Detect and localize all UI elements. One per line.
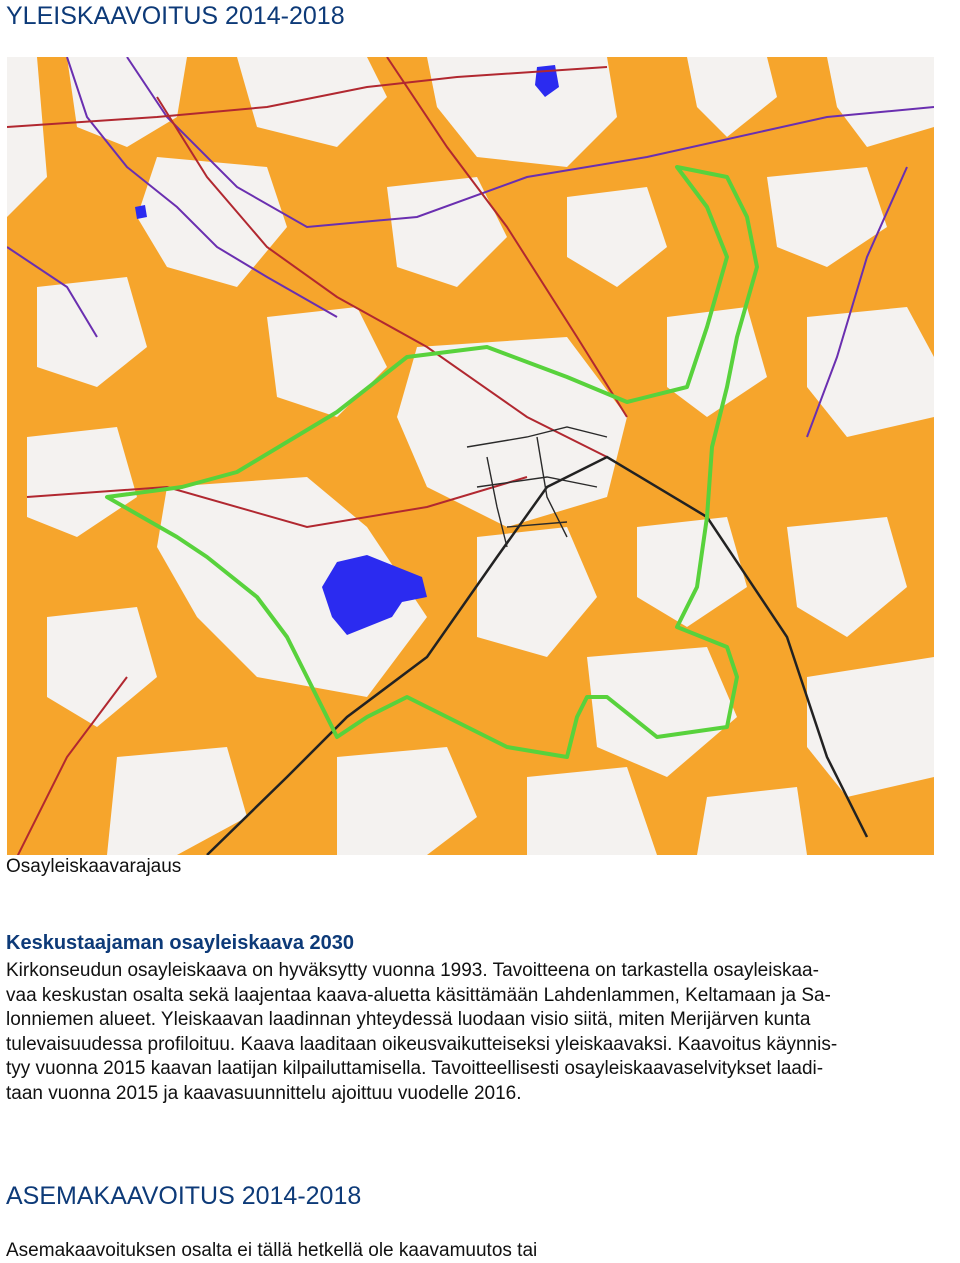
keskustaajama-paragraph — [6, 959, 956, 1107]
map-caption: Osayleiskaavarajaus — [6, 856, 182, 877]
paragraph-line: lonniemen alueet. Yleiskaavan laadinnan yhteydessä luodaan visio siitä, miten Merijärven kunta — [6, 1009, 811, 1031]
section-title-yleiskaavoitus: YLEISKAAVOITUS 2014-2018 — [6, 2, 345, 30]
paragraph-line: Kirkonseudun osayleiskaava on hyväksytty vuonna 1993. Tavoitteena on tarkastella osayleiskaa- — [6, 960, 819, 981]
paragraph-line: vaa keskustan osalta sekä laajentaa kaava-aluetta käsittämään Lahdenlammen, Keltamaan ja Sa- — [6, 984, 831, 1006]
asemakaavoitus-text: Asemakaavoituksen osalta ei tällä hetkellä ole kaavamuutos tai — [6, 1240, 538, 1261]
paragraph-line: taan vuonna 2015 ja kaavasuunnittelu ajoittuu vuodelle 2016. — [6, 1082, 522, 1104]
section-title-asemakaavoitus: ASEMAKAAVOITUS 2014-2018 — [6, 1182, 362, 1210]
paragraph-line: tulevaisuudessa profiloituu. Kaava laaditaan oikeusvaikutteiseksi yleiskaavaksi. Kaavoitus käynnis- — [6, 1033, 838, 1055]
section-title-keskustaajama: Keskustaajaman osayleiskaava 2030 — [6, 932, 355, 954]
paragraph-line: tyy vuonna 2015 kaavan laatijan kilpailuttamisella. Tavoitteellisesti osayleiskaavaselvitykset laadi- — [6, 1058, 824, 1080]
master-plan-map — [7, 57, 934, 855]
